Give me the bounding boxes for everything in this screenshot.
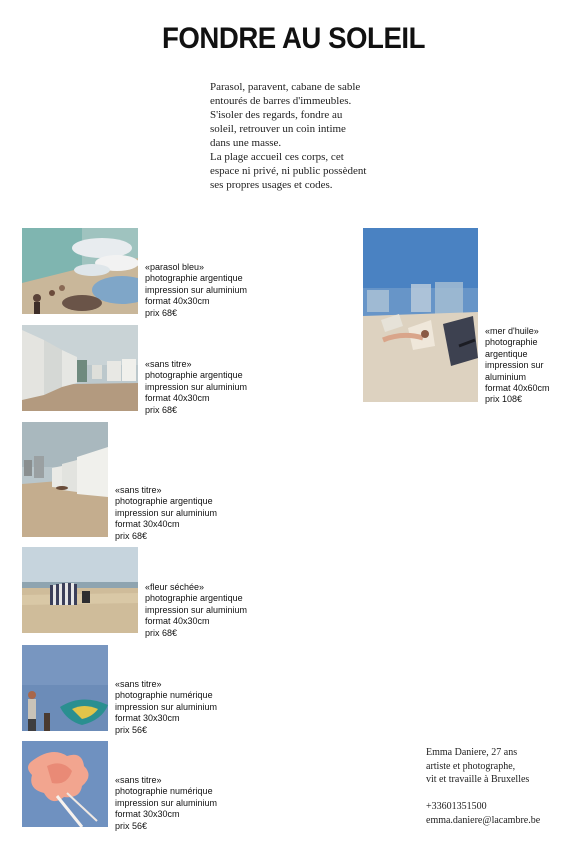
- work-caption: [115, 679, 217, 736]
- parasol-beach-photo: [22, 228, 138, 314]
- intro-paragraph-2: La plage accueil ces corps, cet espace ni privé, ni public possèdent ses propres usages et codes.: [210, 151, 367, 191]
- bio-name: Emma Daniere, 27 ans: [426, 747, 518, 758]
- work-caption: [145, 359, 247, 416]
- intro-text: [210, 80, 390, 192]
- work-price: prix 68€: [145, 627, 178, 638]
- work-medium: photographie argentique: [145, 593, 243, 604]
- work-medium: photographie argentique: [145, 273, 243, 284]
- windbreak-beach-photo: [22, 547, 138, 633]
- work-support: impression sur aluminium: [115, 701, 218, 712]
- work-format: format 40x30cm: [145, 393, 210, 404]
- work-price: prix 68€: [115, 530, 148, 541]
- work-medium: photographie argentique: [145, 370, 243, 381]
- work-title: «sans titre»: [115, 775, 162, 785]
- work-format: format 40x30cm: [145, 616, 210, 627]
- work-price: prix 108€: [485, 394, 523, 405]
- work-medium: photographie argentique: [485, 337, 538, 359]
- work-title: «sans titre»: [115, 679, 162, 689]
- work-support: impression sur aluminium: [145, 604, 248, 615]
- bio-location: vit et travaille à Bruxelles: [426, 774, 530, 785]
- pink-kite-photo: [22, 741, 108, 827]
- work-format: format 40x60cm: [485, 383, 550, 394]
- work-caption: [485, 326, 555, 406]
- work-support: impression sur aluminium: [485, 360, 544, 382]
- bio-email[interactable]: emma.daniere@lacambre.be: [426, 814, 541, 826]
- intro-paragraph-1: Parasol, paravent, cabane de sable entourés de barres d'immeubles. S'isoler des regards, fondre au soleil, retrouver un coin intime dans une masse.: [210, 81, 361, 149]
- artist-bio: [426, 746, 576, 827]
- work-caption: [115, 775, 217, 832]
- work-format: format 40x30cm: [145, 296, 210, 307]
- work-support: impression sur aluminium: [145, 381, 248, 392]
- work-caption: [145, 582, 247, 639]
- work-price: prix 56€: [115, 820, 148, 831]
- bio-spacer: [426, 787, 576, 801]
- work-title: «mer d'huile»: [485, 326, 539, 336]
- beach-cabins-vertical-photo: [22, 422, 108, 537]
- work-price: prix 56€: [115, 724, 148, 735]
- beach-cabins-photo: [22, 325, 138, 411]
- page-title: FONDRE AU SOLEIL: [161, 22, 426, 55]
- deckchair-beach-photo: [363, 228, 478, 402]
- work-title: «parasol bleu»: [145, 262, 205, 272]
- work-support: impression sur aluminium: [145, 284, 248, 295]
- bio-role: artiste et photographe,: [426, 760, 516, 772]
- work-medium: photographie numérique: [115, 786, 213, 797]
- work-title: «sans titre»: [145, 359, 192, 369]
- work-support: impression sur aluminium: [115, 507, 218, 518]
- work-title: «fleur séchée»: [145, 582, 205, 592]
- work-medium: photographie numérique: [115, 690, 213, 701]
- work-title: «sans titre»: [115, 485, 162, 495]
- work-caption: [115, 485, 217, 542]
- work-format: format 30x30cm: [115, 809, 180, 820]
- work-caption: [145, 262, 247, 319]
- work-support: impression sur aluminium: [115, 797, 218, 808]
- bio-phone[interactable]: +33601351500: [426, 801, 487, 812]
- work-format: format 30x30cm: [115, 713, 180, 724]
- work-price: prix 68€: [145, 307, 178, 318]
- work-price: prix 68€: [145, 404, 178, 415]
- kite-sky-photo: [22, 645, 108, 731]
- work-medium: photographie argentique: [115, 496, 213, 507]
- work-format: format 30x40cm: [115, 519, 180, 530]
